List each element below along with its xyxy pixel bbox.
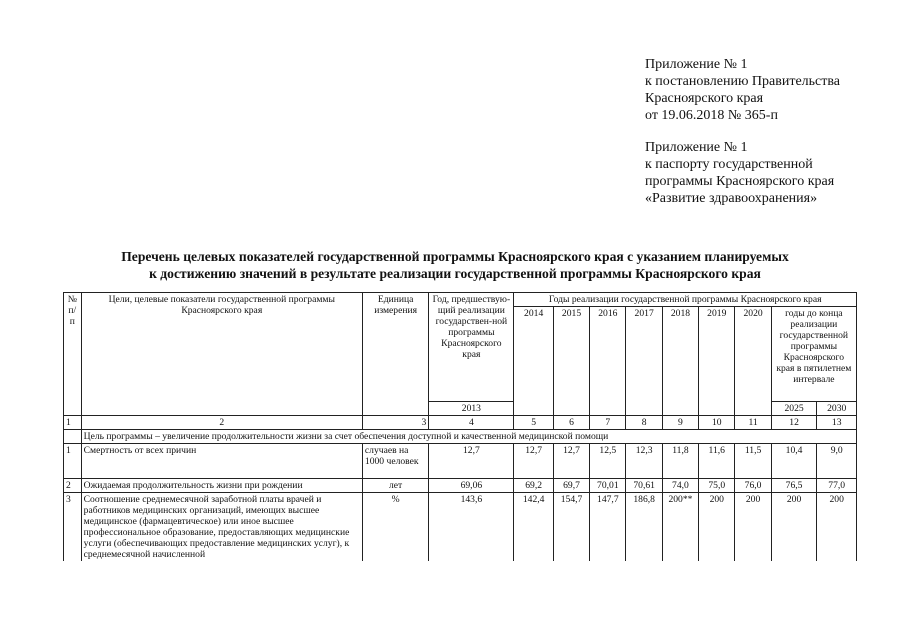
appendix-line: к постановлению Правительства xyxy=(645,74,841,89)
header-years-span: Годы реализации государственной программы Красноярского края xyxy=(514,293,857,307)
row-value: 142,4 xyxy=(514,493,553,562)
table-row xyxy=(64,479,857,493)
header-year-2025: 2025 xyxy=(771,402,817,416)
row-num: 3 xyxy=(64,493,82,562)
row-value: 154,7 xyxy=(553,493,589,562)
row-value: 200 xyxy=(735,493,771,562)
row-value: 75,0 xyxy=(699,479,735,493)
title-line-2: к достижению значений в результате реализации государственной программы Красноярского края xyxy=(149,266,761,281)
appendix-line: Красноярского края xyxy=(645,91,764,106)
row-unit: % xyxy=(362,493,428,562)
row-base: 69,06 xyxy=(429,479,514,493)
header-year-2016: 2016 xyxy=(590,307,626,416)
row-value: 12,5 xyxy=(590,444,626,479)
col-number: 9 xyxy=(662,416,698,430)
row-value: 200 xyxy=(771,493,817,562)
appendix-line: от 19.06.2018 № 365-п xyxy=(645,108,778,123)
row-num: 2 xyxy=(64,479,82,493)
column-numbers-row xyxy=(64,416,857,430)
row-unit: случаев на 1000 человек xyxy=(362,444,428,479)
row-value: 11,8 xyxy=(662,444,698,479)
col-number: 10 xyxy=(699,416,735,430)
header-year-2015: 2015 xyxy=(553,307,589,416)
row-value: 12,7 xyxy=(514,444,553,479)
col-number: 4 xyxy=(429,416,514,430)
row-value: 11,6 xyxy=(699,444,735,479)
row-value: 9,0 xyxy=(817,444,857,479)
row-base: 12,7 xyxy=(429,444,514,479)
row-value: 12,7 xyxy=(553,444,589,479)
row-value: 10,4 xyxy=(771,444,817,479)
header-until-end: годы до конца реализации государственной программы Красноярского края в пятилетнем интервале xyxy=(771,307,856,402)
header-row-1 xyxy=(64,293,857,307)
row-value: 77,0 xyxy=(817,479,857,493)
row-value: 74,0 xyxy=(662,479,698,493)
header-year-2030: 2030 xyxy=(817,402,857,416)
col-number: 11 xyxy=(735,416,771,430)
row-value: 200 xyxy=(699,493,735,562)
appendix-line: Приложение № 1 xyxy=(645,57,748,72)
title-line-1: Перечень целевых показателей государственной программы Красноярского края с указанием планируемых xyxy=(121,249,789,264)
indicators-table xyxy=(63,292,857,561)
col-number: 5 xyxy=(514,416,553,430)
row-value: 76,5 xyxy=(771,479,817,493)
col-number: 1 xyxy=(64,416,82,430)
header-year-2018: 2018 xyxy=(662,307,698,416)
appendix-line: к паспорту государственной xyxy=(645,157,813,172)
row-value: 69,7 xyxy=(553,479,589,493)
appendix-line: Приложение № 1 xyxy=(645,140,748,155)
row-num: 1 xyxy=(64,444,82,479)
row-value: 200 xyxy=(817,493,857,562)
header-prev-year-value: 2013 xyxy=(429,402,514,416)
header-year-2019: 2019 xyxy=(699,307,735,416)
table-row xyxy=(64,444,857,479)
col-number: 8 xyxy=(626,416,662,430)
table-row xyxy=(64,493,857,562)
row-value: 11,5 xyxy=(735,444,771,479)
goal-row xyxy=(64,430,857,444)
header-unit: Единица измерения xyxy=(362,293,428,416)
document-title xyxy=(20,248,890,282)
appendix-line: «Развитие здравоохранения» xyxy=(645,191,818,206)
col-number: 3 xyxy=(362,416,428,430)
row-name: Соотношение среднемесячной заработной платы врачей и работников медицинских организаций, имеющих высшее медицинское (фармацевтическое) или иное высшее профессиональное образование, предоставляющих медицинские услуги (обеспечивающих предоставление медицинских услуг), к среднемесячной начисленной xyxy=(81,493,362,562)
row-value: 12,3 xyxy=(626,444,662,479)
row-value: 69,2 xyxy=(514,479,553,493)
appendix-line: программы Красноярского края xyxy=(645,174,835,189)
header-year-2017: 2017 xyxy=(626,307,662,416)
row-unit: лет xyxy=(362,479,428,493)
row-value: 70,01 xyxy=(590,479,626,493)
goal-row-text: Цель программы – увеличение продолжительности жизни за счет обеспечения доступной и качественной медицинской помощи xyxy=(81,430,856,444)
col-number: 12 xyxy=(771,416,817,430)
row-name: Ожидаемая продолжительность жизни при рождении xyxy=(81,479,362,493)
row-value: 76,0 xyxy=(735,479,771,493)
col-number: 2 xyxy=(81,416,362,430)
header-num: № п/п xyxy=(64,293,82,416)
row-base: 143,6 xyxy=(429,493,514,562)
col-number: 13 xyxy=(817,416,857,430)
goal-row-num xyxy=(64,430,82,444)
col-number: 7 xyxy=(590,416,626,430)
appendix-header xyxy=(645,56,840,207)
header-goals: Цели, целевые показатели государственной программы Красноярского края xyxy=(81,293,362,416)
header-year-2020: 2020 xyxy=(735,307,771,416)
row-name: Смертность от всех причин xyxy=(81,444,362,479)
header-year-2014: 2014 xyxy=(514,307,553,416)
header-prev-year: Год, предшествую-щий реализации государствен-ной программы Красноярского края xyxy=(429,293,514,402)
spacer xyxy=(645,124,840,139)
col-number: 6 xyxy=(553,416,589,430)
row-value: 200** xyxy=(662,493,698,562)
row-value: 147,7 xyxy=(590,493,626,562)
row-value: 186,8 xyxy=(626,493,662,562)
row-value: 70,61 xyxy=(626,479,662,493)
